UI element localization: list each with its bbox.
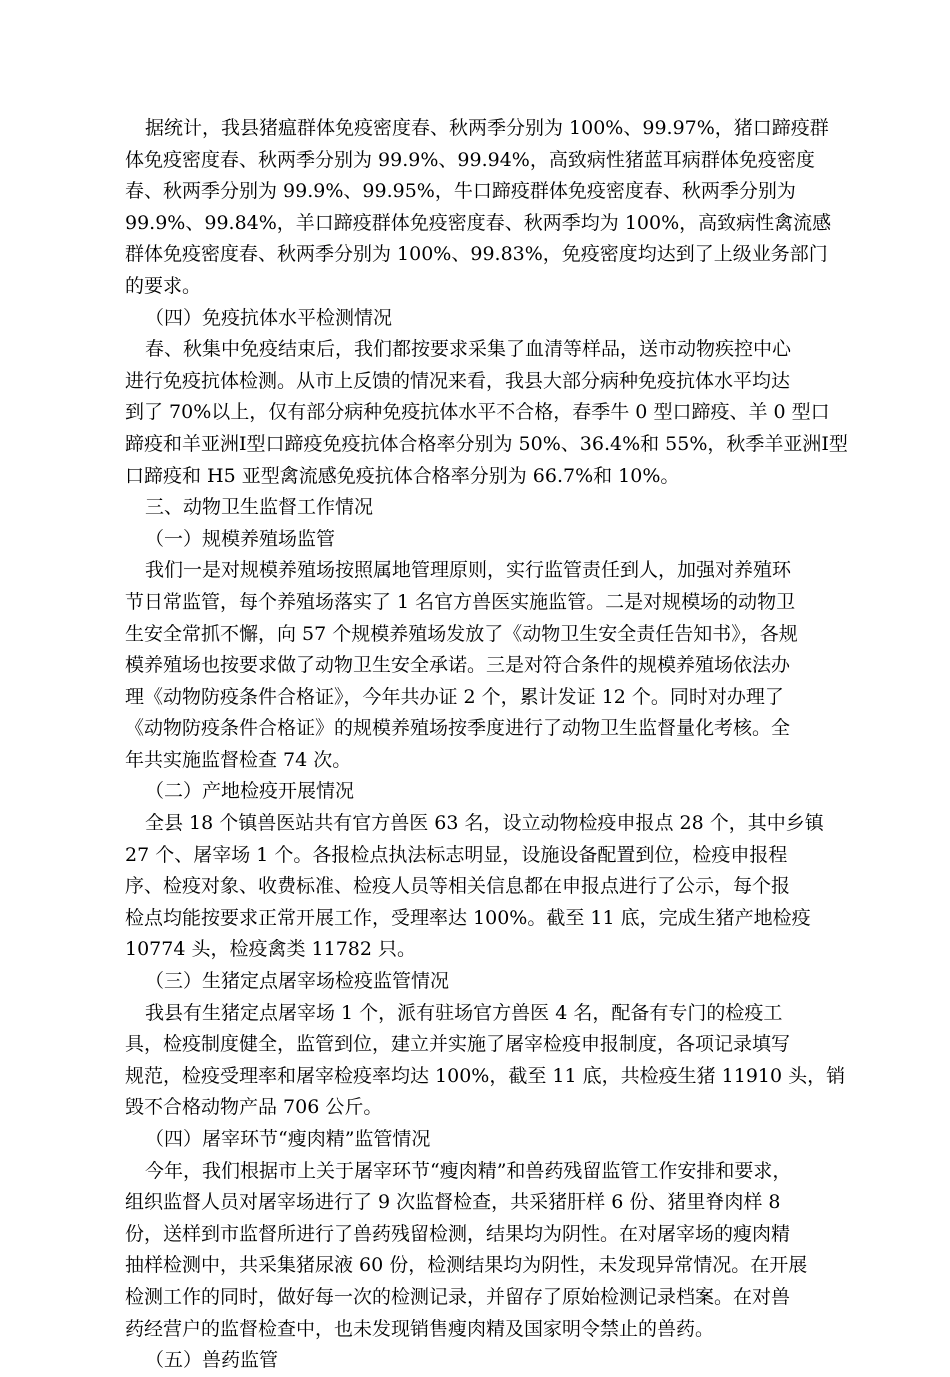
paragraph-line: 规范，检疫受理率和屠宰检疫率均达 100%，截至 11 底，共检疫生猪 11910 头，销	[125, 1064, 846, 1087]
paragraph-line: 据统计，我县猪瘟群体免疫密度春、秋两季分别为 100%、99.97%，猪口蹄疫群	[145, 117, 829, 139]
paragraph-line: 群体免疫密度春、秋两季分别为 100%、99.83%，免疫密度均达到了上级业务部门	[125, 243, 828, 266]
section-heading: （四）屠宰环节“瘦肉精”监管情况	[145, 1128, 431, 1150]
paragraph-line: 口蹄疫和 H5 亚型禽流感免疫抗体合格率分别为 66.7%和 10%。	[125, 464, 680, 487]
paragraph-line: 理《动物防疫条件合格证》，今年共办证 2 个，累计发证 12 个。同时对办理了	[125, 685, 784, 708]
paragraph-line: 节日常监管，每个养殖场落实了 1 名官方兽医实施监管。二是对规模场的动物卫	[125, 590, 796, 613]
body-paragraph	[125, 555, 831, 776]
body-paragraph	[125, 334, 848, 492]
paragraph-line: 春、秋两季分别为 99.9%、99.95%，牛口蹄疫群体免疫密度春、秋两季分别为	[125, 180, 796, 203]
paragraph-line: 体免疫密度春、秋两季分别为 99.9%、99.94%，高致病性猪蓝耳病群体免疫密度	[125, 148, 815, 171]
paragraph-line: 模养殖场也按要求做了动物卫生安全承诺。三是对符合条件的规模养殖场依法办	[125, 654, 791, 677]
paragraph-line: 具，检疫制度健全，监管到位，建立并实施了屠宰检疫申报制度，各项记录填写	[125, 1033, 791, 1056]
paragraph-line: 检测工作的同时，做好每一次的检测记录，并留存了原始检测记录档案。在对兽	[125, 1285, 791, 1308]
paragraph-line: 《动物防疫条件合格证》的规模养殖场按季度进行了动物卫生监督量化考核。全	[125, 717, 791, 740]
paragraph-line: 序、检疫对象、收费标准、检疫人员等相关信息都在申报点进行了公示，每个报	[125, 875, 791, 898]
paragraph-line: 抽样检测中，共采集猪尿液 60 份，检测结果均为阴性，未发现异常情况。在开展	[125, 1254, 808, 1277]
paragraph-line: 99.9%、99.84%，羊口蹄疫群体免疫密度春、秋两季均为 100%，高致病性禽流感	[125, 211, 832, 234]
paragraph-line: 10774 头，检疫禽类 11782 只。	[125, 938, 417, 961]
paragraph-line: 药经营户的监督检查中，也未发现销售瘦肉精及国家明令禁止的兽药。	[125, 1317, 715, 1340]
document-body	[125, 113, 848, 1377]
paragraph-line: 27 个、屠宰场 1 个。各报检点执法标志明显，设施设备配置到位，检疫申报程	[125, 843, 788, 866]
paragraph-line: 蹄疫和羊亚洲Ⅰ型口蹄疫免疫抗体合格率分别为 50%、36.4%和 55%，秋季羊亚洲Ⅰ型	[125, 432, 848, 455]
paragraph-line: 毁不合格动物产品 706 公斤。	[125, 1096, 383, 1119]
body-paragraph	[125, 998, 846, 1124]
paragraph-line: 全县 18 个镇兽医站共有官方兽医 63 名，设立动物检疫申报点 28 个，其中乡镇	[145, 812, 824, 835]
paragraph-line: 检点均能按要求正常开展工作，受理率达 100%。截至 11 底，完成生猪产地检疫	[125, 906, 811, 929]
paragraph-line: 份，送样到市监督所进行了兽药残留检测，结果均为阴性。在对屠宰场的瘦肉精	[125, 1222, 791, 1245]
body-paragraph	[125, 113, 831, 303]
paragraph-line: 组织监督人员对屠宰场进行了 9 次监督检查，共采猪肝样 6 份、猪里脊肉样 8	[125, 1191, 781, 1214]
paragraph-line: 进行免疫抗体检测。从市上反馈的情况来看，我县大部分病种免疫抗体水平均达	[125, 369, 791, 392]
section-heading: 三、动物卫生监督工作情况	[145, 496, 374, 519]
paragraph-line: 的要求。	[125, 274, 202, 297]
section-heading: （三）生猪定点屠宰场检疫监管情况	[145, 970, 450, 993]
paragraph-line: 到了 70%以上，仅有部分病种免疫抗体水平不合格，春季牛 0 型口蹄疫、羊 0 型口	[125, 401, 830, 424]
section-heading: （二）产地检疫开展情况	[145, 780, 355, 803]
section-heading: （五）兽药监管	[145, 1349, 279, 1372]
paragraph-line: 年共实施监督检查 74 次。	[125, 748, 352, 771]
body-paragraph	[125, 1156, 831, 1346]
paragraph-line: 我们一是对规模养殖场按照属地管理原则，实行监管责任到人，加强对养殖环	[145, 559, 792, 582]
paragraph-line: 春、秋集中免疫结束后，我们都按要求采集了血清等样品，送市动物疾控中心	[145, 338, 792, 361]
body-paragraph	[125, 808, 831, 966]
paragraph-line: 生安全常抓不懈，向 57 个规模养殖场发放了《动物卫生安全责任告知书》，各规	[125, 622, 798, 645]
section-heading: （一）规模养殖场监管	[145, 527, 336, 550]
section-heading: （四）免疫抗体水平检测情况	[145, 306, 393, 329]
paragraph-line: 我县有生猪定点屠宰场 1 个，派有驻场官方兽医 4 名，配备有专门的检疫工	[145, 1001, 783, 1024]
paragraph-line: 今年，我们根据市上关于屠宰环节“瘦肉精”和兽药残留监管工作安排和要求，	[145, 1159, 792, 1182]
